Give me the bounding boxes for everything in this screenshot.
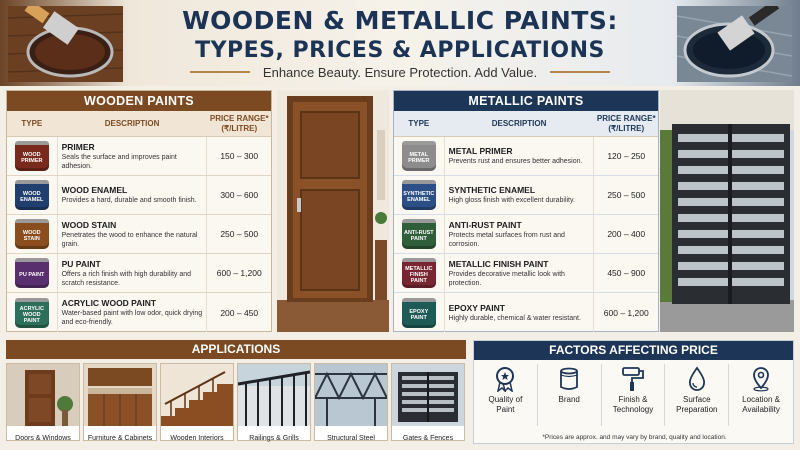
paint-name: METAL PRIMER	[448, 146, 513, 156]
paint-description: Water-based paint with low odor, quick drying and eco-friendly.	[61, 310, 203, 326]
paint-description: Protects metal surfaces from rust and corrosion.	[448, 231, 565, 248]
application-card	[83, 363, 157, 441]
paint-can-icon: SYNTHETIC ENAMEL	[402, 180, 436, 210]
page-title-line1: WOODEN & METALLIC PAINTS:	[182, 6, 618, 35]
badge-icon	[492, 366, 518, 392]
table-row	[394, 293, 658, 332]
factor-label	[742, 395, 780, 415]
paint-can-icon: METALLIC FINISH PAINT	[402, 258, 436, 288]
factor-label-line1: Finish &	[618, 395, 648, 404]
paint-can-icon: METAL PRIMER	[402, 141, 436, 171]
paint-description: Seals the surface and improves paint adhesion.	[61, 153, 177, 170]
application-label: Gates & Fences	[402, 435, 454, 442]
application-card	[391, 363, 465, 441]
paint-description: High gloss finish with excellent durability.	[448, 197, 575, 204]
factor-label-line1: Brand	[558, 395, 580, 404]
col-price	[594, 114, 658, 134]
divider-right	[550, 71, 610, 73]
paint-can-icon: ANTI-RUST PAINT	[402, 219, 436, 249]
paint-description: Penetrates the wood to enhance the natural grain.	[61, 231, 198, 248]
wooden-rows	[7, 137, 271, 332]
price-range: 200 – 450	[220, 307, 259, 318]
factor-label	[613, 395, 653, 415]
col-price-line1: PRICE RANGE*	[209, 113, 269, 123]
price-range: 600 – 1,200	[216, 268, 262, 278]
col-description: DESCRIPTION	[104, 119, 160, 128]
staircase-photo-icon	[161, 364, 233, 426]
factor-label-line1: Location &	[742, 395, 780, 404]
metallic-rows	[394, 137, 658, 332]
applications-heading: APPLICATIONS	[6, 340, 466, 359]
factor-label	[489, 395, 523, 415]
door-photo-icon	[7, 364, 79, 426]
paint-can-icon: PU PAINT	[15, 258, 49, 288]
wooden-paints-table	[6, 90, 272, 332]
paint-can-icon: EPOXY PAINT	[402, 298, 436, 328]
factors-section	[473, 340, 794, 444]
factor-item	[665, 364, 729, 426]
location-pin-icon	[748, 366, 774, 392]
paint-name: WOOD STAIN	[61, 219, 117, 230]
factor-label-line2: Paint	[496, 405, 515, 414]
wooden-paints-heading: WOODEN PAINTS	[7, 91, 271, 111]
wooden-table-header	[7, 111, 271, 137]
paint-description: Offers a rich finish with high durability and scratch resistance.	[61, 270, 192, 287]
metallic-paints-table	[393, 90, 659, 332]
wood-paint-can-brush-image	[8, 6, 123, 82]
factor-label-line2: Preparation	[676, 405, 718, 414]
paint-can-icon: WOOD ENAMEL	[15, 180, 49, 210]
railing-photo-icon	[238, 364, 310, 426]
paint-name: ANTI-RUST PAINT	[448, 219, 522, 230]
paint-name: WOOD ENAMEL	[61, 185, 128, 195]
application-label: Wooden Interiors	[170, 435, 224, 442]
factor-label	[676, 395, 717, 415]
price-range: 250 – 500	[607, 190, 646, 200]
paint-roller-icon	[620, 366, 646, 392]
paint-can-icon: ACRYLIC WOOD PAINT	[15, 298, 49, 328]
price-range: 600 – 1,200	[603, 307, 649, 318]
application-label: Railings & Grills	[249, 435, 299, 442]
factor-label-line2: Availability	[742, 405, 780, 414]
paint-name: METALLIC FINISH PAINT	[448, 258, 549, 269]
steel-truss-photo-icon	[315, 364, 387, 426]
col-price-line1: PRICE RANGE*	[596, 113, 656, 123]
application-card	[6, 363, 80, 441]
cabinet-photo-icon	[84, 364, 156, 426]
paint-description: Prevents rust and ensures better adhesion.	[448, 158, 583, 165]
col-description: DESCRIPTION	[491, 119, 547, 128]
paint-can-icon: WOOD PRIMER	[15, 141, 49, 171]
col-type: TYPE	[408, 119, 430, 128]
table-row	[394, 254, 658, 293]
table-row	[394, 176, 658, 215]
factor-label-line2: Technology	[612, 405, 654, 414]
factor-label	[559, 395, 580, 405]
gate-photo-icon	[392, 364, 464, 426]
paint-name: SYNTHETIC ENAMEL	[448, 185, 536, 195]
factor-item	[729, 364, 793, 426]
paint-name: PRIMER	[61, 141, 95, 152]
application-label: Furniture & Cabinets	[87, 435, 153, 442]
table-row	[7, 137, 271, 176]
paint-name: ACRYLIC WOOD PAINT	[61, 298, 157, 308]
tagline: Enhance Beauty. Ensure Protection. Add Value.	[262, 65, 538, 80]
table-row	[394, 215, 658, 254]
col-type: TYPE	[21, 119, 43, 128]
col-price-line2: (₹/LITRE)	[221, 123, 258, 133]
price-range: 250 – 500	[220, 229, 259, 239]
paint-description: Provides a hard, durable and smooth finish.	[61, 197, 197, 204]
table-row	[7, 176, 271, 215]
metallic-paints-heading: METALLIC PAINTS	[394, 91, 658, 111]
paint-description: Highly durable, chemical & water resistant.	[448, 314, 581, 322]
divider-left	[190, 71, 250, 73]
factor-item	[602, 364, 666, 426]
price-range: 450 – 900	[607, 268, 646, 278]
application-label: Doors & Windows	[15, 435, 71, 442]
application-label: Structural Steel	[327, 435, 375, 442]
price-range: 300 – 600	[220, 190, 259, 200]
factor-label-line1: Quality of	[488, 395, 523, 404]
factor-label-line1: Surface	[683, 395, 711, 404]
price-range: 200 – 400	[607, 229, 646, 239]
applications-section	[6, 340, 466, 444]
factor-item	[474, 364, 538, 426]
price-range: 120 – 250	[607, 151, 646, 161]
application-card	[160, 363, 234, 441]
col-price-line2: (₹/LITRE)	[608, 123, 645, 133]
header-banner	[0, 0, 800, 86]
paint-bucket-icon	[556, 366, 582, 392]
paint-can-icon: WOOD STAIN	[15, 219, 49, 249]
price-footnote: *Prices are approx. and may vary by brand, quality and location.	[542, 434, 727, 441]
table-row	[7, 293, 271, 332]
table-row	[394, 137, 658, 176]
application-card	[314, 363, 388, 441]
application-card	[237, 363, 311, 441]
table-row	[7, 215, 271, 254]
metal-paint-can-brush-image	[677, 6, 792, 82]
paint-name: EPOXY PAINT	[448, 302, 505, 313]
wooden-door-photo	[277, 90, 389, 332]
page-title-line2: TYPES, PRICES & APPLICATIONS	[195, 38, 605, 63]
metal-gate-photo	[660, 90, 794, 332]
droplet-icon	[684, 366, 710, 392]
metallic-table-header	[394, 111, 658, 137]
col-price	[207, 114, 271, 134]
price-range: 150 – 300	[220, 151, 259, 161]
paint-name: PU PAINT	[61, 258, 101, 269]
table-row	[7, 254, 271, 293]
paint-description: Provides decorative metallic look with protection.	[448, 270, 565, 287]
factor-item	[538, 364, 602, 426]
factors-heading: FACTORS AFFECTING PRICE	[474, 341, 793, 360]
